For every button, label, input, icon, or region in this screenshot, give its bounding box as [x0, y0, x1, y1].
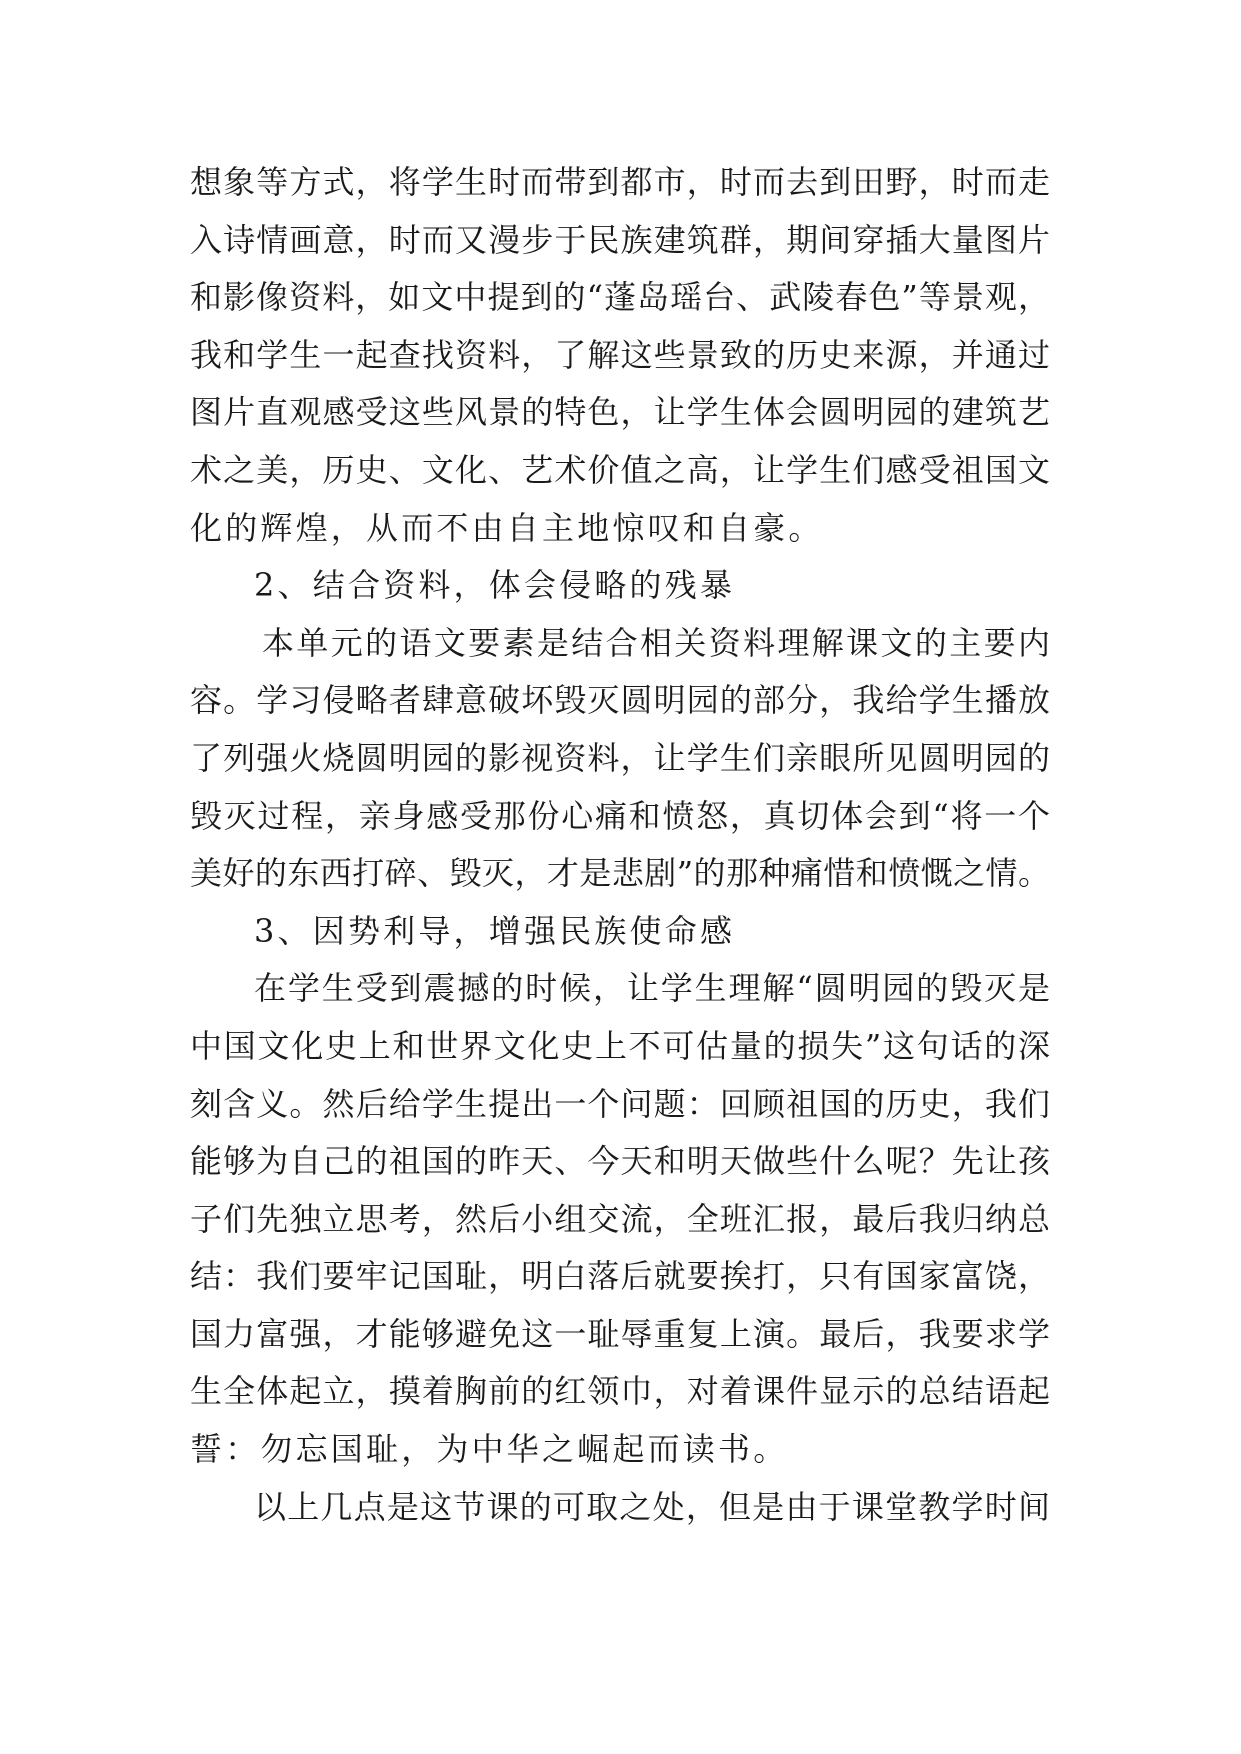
text-line: 中国文化史上和世界文化史上不可估量的损失”这句话的深	[190, 1026, 1050, 1065]
text-line: 了列强火烧圆明园的影视资料，让学生们亲眼所见圆明园的	[190, 738, 1050, 777]
text-line: 能够为自己的祖国的昨天、今天和明天做些什么呢？先让孩	[190, 1142, 1050, 1181]
section-heading: 3、因势利导，增强民族使命感	[254, 911, 736, 950]
text-line: 毁灭过程，亲身感受那份心痛和愤怒，真切体会到“将一个	[190, 796, 1050, 835]
body-text	[190, 154, 1050, 1536]
text-line: 容。学习侵略者肆意破坏毁灭圆明园的部分，我给学生播放	[190, 681, 1050, 720]
text-line: 国力富强，才能够避免这一耻辱重复上演。最后，我要求学	[190, 1314, 1050, 1353]
text-line: 化的辉煌，从而不由自主地惊叹和自豪。	[190, 508, 824, 547]
text-line: 和影像资料，如文中提到的“蓬岛瑶台、武陵春色”等景观，	[190, 278, 1050, 317]
text-line: 誓：勿忘国耻，为中华之崛起而读书。	[190, 1430, 789, 1469]
text-line: 生全体起立，摸着胸前的红领巾，对着课件显示的总结语起	[190, 1372, 1050, 1411]
text-line: 本单元的语文要素是结合相关资料理解课文的主要内	[262, 623, 1050, 662]
text-line: 以上几点是这节课的可取之处，但是由于课堂教学时间	[254, 1487, 1050, 1526]
text-line: 想象等方式，将学生时而带到都市，时而去到田野，时而走	[190, 163, 1050, 201]
text-line: 刻含义。然后给学生提出一个问题：回顾祖国的历史，我们	[190, 1084, 1050, 1123]
text-line: 入诗情画意，时而又漫步于民族建筑群，期间穿插大量图片	[190, 220, 1050, 259]
text-line: 术之美，历史、文化、艺术价值之高，让学生们感受祖国文	[190, 450, 1050, 489]
text-line: 结：我们要牢记国耻，明白落后就要挨打，只有国家富饶，	[190, 1257, 1050, 1296]
section-heading: 2、结合资料，体会侵略的残暴	[254, 566, 736, 605]
text-line: 子们先独立思考，然后小组交流，全班汇报，最后我归纳总	[190, 1199, 1050, 1238]
text-line: 美好的东西打碎、毁灭，才是悲剧”的那种痛惜和愤慨之情。	[190, 854, 1050, 893]
text-line: 在学生受到震撼的时候，让学生理解“圆明园的毁灭是	[254, 969, 1050, 1008]
text-line: 我和学生一起查找资料，了解这些景致的历史来源，并通过	[190, 335, 1050, 374]
text-line: 图片直观感受这些风景的特色，让学生体会圆明园的建筑艺	[190, 393, 1050, 432]
